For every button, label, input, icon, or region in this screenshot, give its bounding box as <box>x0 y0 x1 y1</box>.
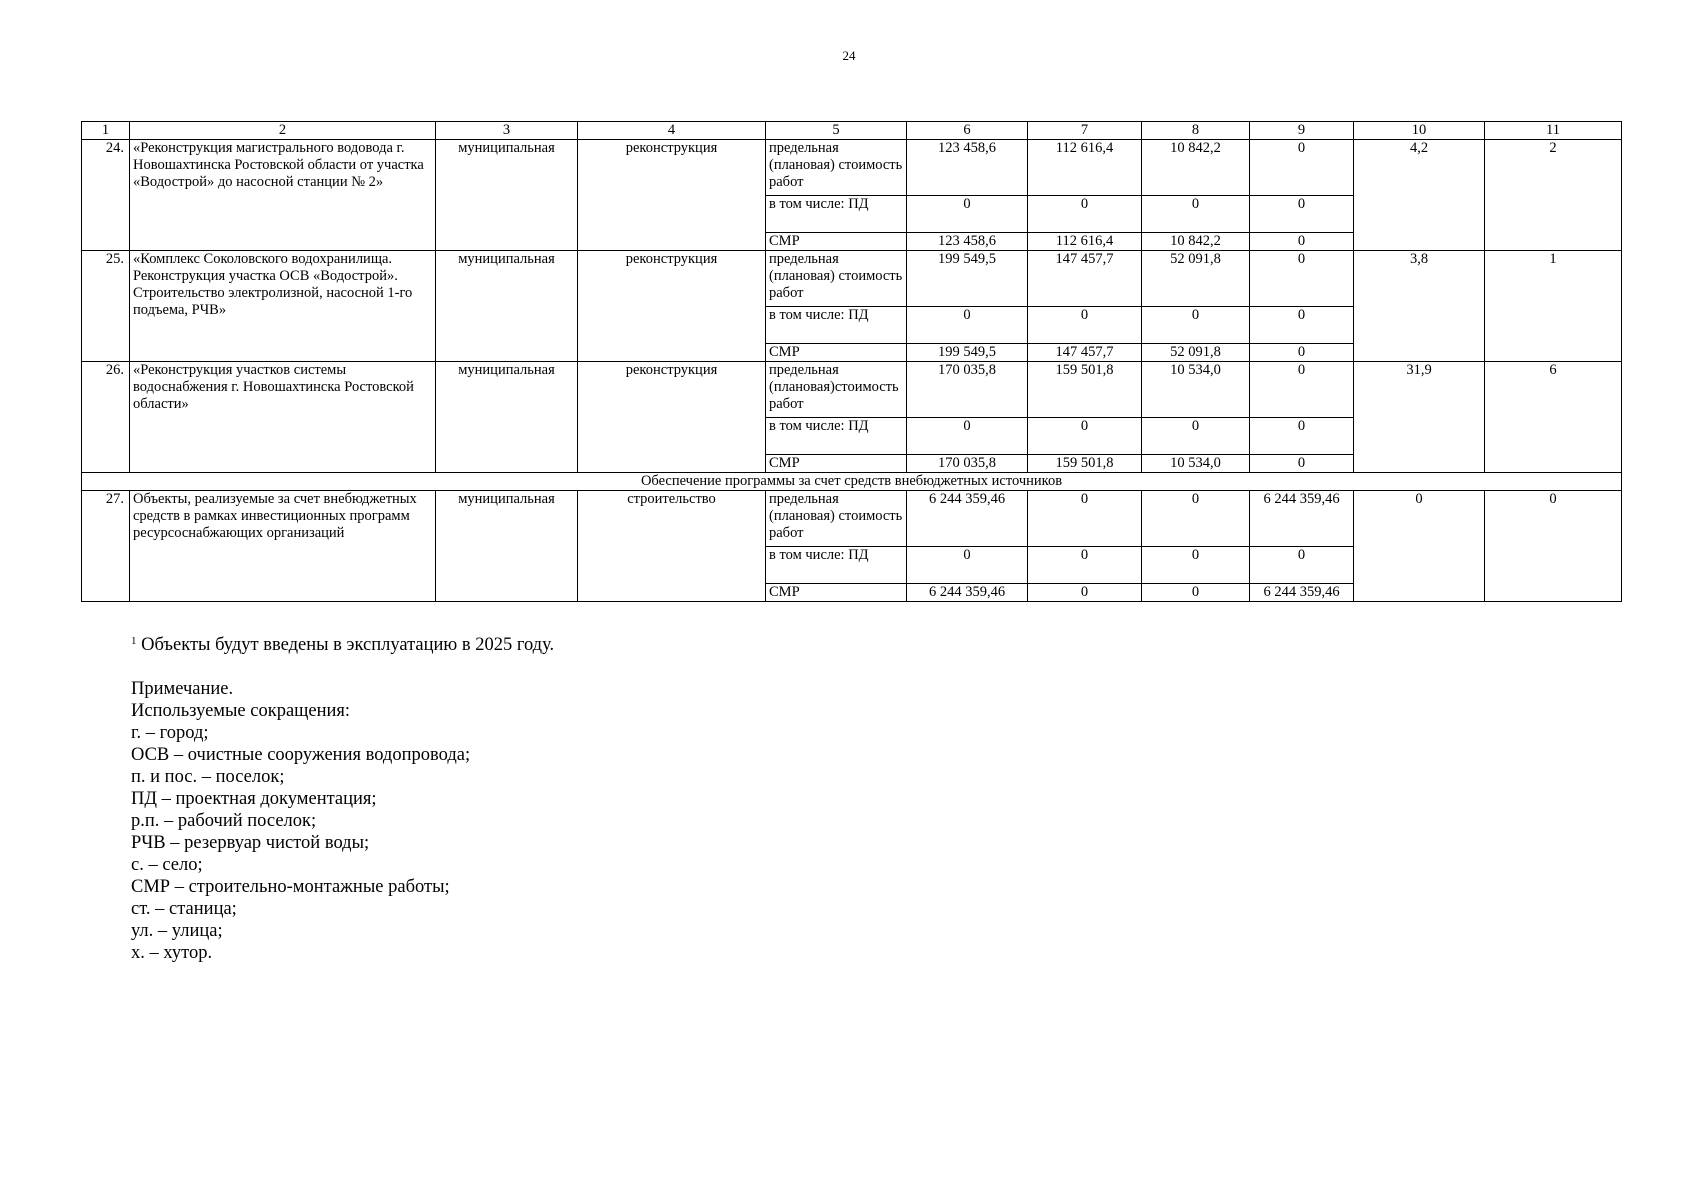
value-col8: 10 842,2 <box>1142 140 1250 196</box>
work-type: реконструкция <box>578 251 766 362</box>
work-type: реконструкция <box>578 362 766 473</box>
object-name: «Комплекс Соколовского водохранилища. Реконструкция участка ОСВ «Водострой». Строительство электролизной, насосной 1-го подъема, РЧВ» <box>130 251 436 362</box>
value-col8: 0 <box>1142 418 1250 455</box>
row-number: 27. <box>82 491 130 602</box>
cost-label: СМР <box>766 344 907 362</box>
abbreviation-item: ул. – улица; <box>131 921 223 941</box>
investment-table <box>81 121 1622 602</box>
work-type: реконструкция <box>578 140 766 251</box>
header-cell: 9 <box>1250 122 1354 140</box>
section-row <box>82 473 1622 491</box>
ownership-form: муниципальная <box>436 491 578 602</box>
value-col9: 0 <box>1250 418 1354 455</box>
value-col6: 0 <box>907 307 1028 344</box>
value-col9: 0 <box>1250 196 1354 233</box>
value-col7: 0 <box>1028 418 1142 455</box>
abbreviation-item: г. – город; <box>131 723 209 743</box>
footnote-mark: 1 <box>131 635 137 647</box>
cost-label: в том числе: ПД <box>766 418 907 455</box>
header-cell: 11 <box>1485 122 1622 140</box>
cost-label: в том числе: ПД <box>766 307 907 344</box>
row-number: 25. <box>82 251 130 362</box>
ownership-form: муниципальная <box>436 362 578 473</box>
table-header-row <box>82 122 1622 140</box>
cost-label: СМР <box>766 584 907 602</box>
value-col8: 10 534,0 <box>1142 455 1250 473</box>
value-col6: 123 458,6 <box>907 233 1028 251</box>
header-cell: 7 <box>1028 122 1142 140</box>
header-cell: 8 <box>1142 122 1250 140</box>
cost-label: СМР <box>766 455 907 473</box>
value-col7: 147 457,7 <box>1028 251 1142 307</box>
notes-title: Примечание. <box>131 679 234 699</box>
value-col9: 6 244 359,46 <box>1250 584 1354 602</box>
abbreviation-item: ПД – проектная документация; <box>131 789 377 809</box>
value-col7: 0 <box>1028 307 1142 344</box>
value-col9: 0 <box>1250 547 1354 584</box>
work-type: строительство <box>578 491 766 602</box>
value-col11: 0 <box>1485 491 1622 602</box>
object-name: «Реконструкция участков системы водоснабжения г. Новошахтинска Ростовской области» <box>130 362 436 473</box>
ownership-form: муниципальная <box>436 251 578 362</box>
value-col9: 0 <box>1250 233 1354 251</box>
value-col8: 0 <box>1142 307 1250 344</box>
table-row <box>82 251 1622 307</box>
cost-label: СМР <box>766 233 907 251</box>
footnote <box>131 630 554 656</box>
value-col9: 0 <box>1250 251 1354 307</box>
table-row <box>82 140 1622 196</box>
header-cell: 2 <box>130 122 436 140</box>
value-col7: 0 <box>1028 491 1142 547</box>
cost-label: предельная (плановая) стоимость работ <box>766 491 907 547</box>
value-col9: 6 244 359,46 <box>1250 491 1354 547</box>
value-col10: 31,9 <box>1354 362 1485 473</box>
footnote-text: Объекты будут введены в эксплуатацию в 2025 году. <box>141 635 555 655</box>
value-col7: 159 501,8 <box>1028 455 1142 473</box>
notes-block <box>131 630 554 964</box>
value-col9: 0 <box>1250 140 1354 196</box>
value-col8: 0 <box>1142 547 1250 584</box>
abbreviation-item: РЧВ – резервуар чистой воды; <box>131 833 370 853</box>
abbreviation-item: с. – село; <box>131 855 203 875</box>
header-cell: 3 <box>436 122 578 140</box>
row-number: 26. <box>82 362 130 473</box>
abbreviation-item: ст. – станица; <box>131 899 237 919</box>
ownership-form: муниципальная <box>436 140 578 251</box>
header-cell: 1 <box>82 122 130 140</box>
value-col9: 0 <box>1250 362 1354 418</box>
object-name: Объекты, реализуемые за счет внебюджетных средств в рамках инвестиционных программ ресурсоснабжающих организаций <box>130 491 436 602</box>
abbreviation-item: СМР – строительно-монтажные работы; <box>131 877 450 897</box>
value-col8: 52 091,8 <box>1142 344 1250 362</box>
value-col11: 2 <box>1485 140 1622 251</box>
value-col7: 0 <box>1028 547 1142 584</box>
value-col6: 170 035,8 <box>907 362 1028 418</box>
value-col7: 0 <box>1028 196 1142 233</box>
value-col9: 0 <box>1250 307 1354 344</box>
cost-label: предельная (плановая) стоимость работ <box>766 251 907 307</box>
value-col6: 6 244 359,46 <box>907 491 1028 547</box>
object-name: «Реконструкция магистрального водовода г. Новошахтинска Ростовской области от участка «Водострой» до насосной станции № 2» <box>130 140 436 251</box>
value-col8: 0 <box>1142 584 1250 602</box>
value-col11: 1 <box>1485 251 1622 362</box>
header-cell: 10 <box>1354 122 1485 140</box>
page-number: 24 <box>842 48 856 63</box>
value-col6: 170 035,8 <box>907 455 1028 473</box>
abbreviation-item: р.п. – рабочий поселок; <box>131 811 317 831</box>
header-cell: 4 <box>578 122 766 140</box>
notes-subtitle: Используемые сокращения: <box>131 701 351 721</box>
value-col6: 0 <box>907 418 1028 455</box>
value-col9: 0 <box>1250 455 1354 473</box>
value-col9: 0 <box>1250 344 1354 362</box>
table-row <box>82 491 1622 547</box>
value-col7: 147 457,7 <box>1028 344 1142 362</box>
value-col11: 6 <box>1485 362 1622 473</box>
cost-label: предельная (плановая) стоимость работ <box>766 140 907 196</box>
value-col8: 52 091,8 <box>1142 251 1250 307</box>
value-col7: 112 616,4 <box>1028 233 1142 251</box>
value-col6: 0 <box>907 547 1028 584</box>
table-row <box>82 362 1622 418</box>
value-col8: 0 <box>1142 196 1250 233</box>
value-col6: 6 244 359,46 <box>907 584 1028 602</box>
abbreviation-item: х. – хутор. <box>131 943 213 963</box>
value-col7: 0 <box>1028 584 1142 602</box>
value-col7: 159 501,8 <box>1028 362 1142 418</box>
value-col6: 199 549,5 <box>907 251 1028 307</box>
value-col6: 199 549,5 <box>907 344 1028 362</box>
abbreviation-item: п. и пос. – поселок; <box>131 767 285 787</box>
value-col7: 112 616,4 <box>1028 140 1142 196</box>
value-col8: 10 534,0 <box>1142 362 1250 418</box>
table-body <box>82 122 1622 602</box>
value-col10: 3,8 <box>1354 251 1485 362</box>
value-col8: 0 <box>1142 491 1250 547</box>
value-col10: 0 <box>1354 491 1485 602</box>
section-title: Обеспечение программы за счет средств внебюджетных источников <box>82 473 1622 491</box>
value-col10: 4,2 <box>1354 140 1485 251</box>
cost-label: в том числе: ПД <box>766 547 907 584</box>
cost-label: предельная (плановая)стоимость работ <box>766 362 907 418</box>
header-cell: 6 <box>907 122 1028 140</box>
value-col6: 0 <box>907 196 1028 233</box>
cost-label: в том числе: ПД <box>766 196 907 233</box>
value-col6: 123 458,6 <box>907 140 1028 196</box>
abbreviation-item: ОСВ – очистные сооружения водопровода; <box>131 745 471 765</box>
header-cell: 5 <box>766 122 907 140</box>
value-col8: 10 842,2 <box>1142 233 1250 251</box>
row-number: 24. <box>82 140 130 251</box>
